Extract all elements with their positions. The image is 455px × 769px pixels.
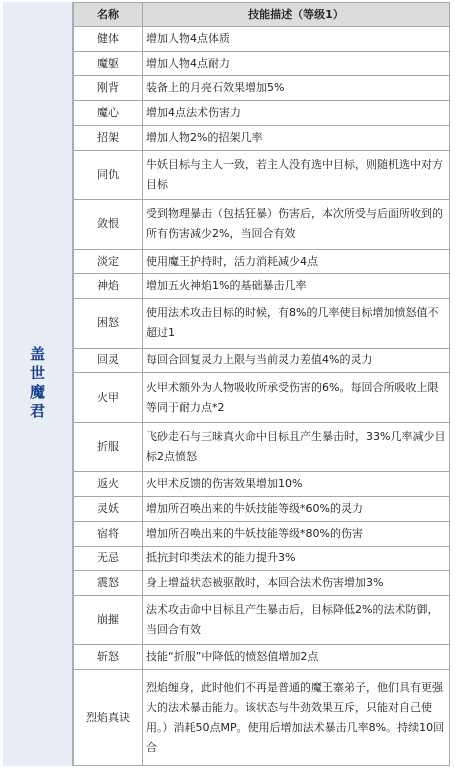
header-name: 名称 (74, 3, 143, 27)
skill-description: 增加所召唤出来的牛妖技能等级*80%的伤害 (143, 521, 450, 546)
skill-name: 魔心 (74, 101, 143, 126)
skill-name: 敛恨 (74, 200, 143, 249)
table-row (74, 27, 450, 52)
skill-name: 斩怒 (74, 645, 143, 670)
table-row (74, 76, 450, 101)
table-row (74, 422, 450, 471)
skill-description: 增加4点法术伤害力 (143, 101, 450, 126)
skill-description: 飞砂走石与三昧真火命中目标且产生暴击时，33%几率减少目标2点愤怒 (143, 422, 450, 471)
skill-name: 神焰 (74, 274, 143, 299)
skill-name: 健体 (74, 27, 143, 52)
skill-description: 装备上的月亮石效果增加5% (143, 76, 450, 101)
skill-description: 增加人物4点耐力 (143, 51, 450, 76)
skills-table (73, 2, 450, 766)
table-row (74, 299, 450, 348)
table-row (74, 101, 450, 126)
skill-description: 增加所召唤出来的牛妖技能等级*60%的灵力 (143, 497, 450, 522)
skill-description: 身上增益状态被驱散时，本回合法术伤害增加3% (143, 571, 450, 596)
skill-description: 火甲术反馈的伤害效果增加10% (143, 472, 450, 497)
table-row (74, 595, 450, 644)
header-description: 技能描述（等级1） (143, 3, 450, 27)
skill-description: 增加五火神焰1%的基础暴击几率 (143, 274, 450, 299)
table-row (74, 571, 450, 596)
skill-description: 烈焰缠身，此时他们不再是普通的魔王寨弟子，他们具有更强大的法术暴击能力。该状态与牛劲效果互斥，只能对自己使用。）消耗50点MP。使用后增加法术暴击几率8%。持续10回合 (143, 670, 450, 766)
table-row (74, 373, 450, 422)
table-row (74, 200, 450, 249)
skill-description: 使用魔王护持时，活力消耗减少4点 (143, 249, 450, 274)
skill-description: 火甲术额外为人物吸收所承受伤害的6%。每回合所吸收上限等同于耐力点*2 (143, 373, 450, 422)
skill-name: 淡定 (74, 249, 143, 274)
skill-description: 受到物理暴击（包括狂暴）伤害后，本次所受与后面所收到的所有伤害减少2%，当回合有效 (143, 200, 450, 249)
table-row (74, 521, 450, 546)
skill-name: 灵妖 (74, 497, 143, 522)
school-title: 盖世魔君 (28, 346, 46, 422)
skill-name: 火甲 (74, 373, 143, 422)
skill-name: 无忌 (74, 546, 143, 571)
skill-name: 烈焰真诀 (74, 670, 143, 766)
school-sidebar (3, 2, 73, 766)
skill-description: 牛妖目标与主人一致，若主人没有选中目标，则随机选中对方目标 (143, 150, 450, 199)
skill-description: 法术攻击命中目标且产生暴击后，目标降低2%的法术防御，当回合有效 (143, 595, 450, 644)
skill-name: 困怒 (74, 299, 143, 348)
table-row (74, 274, 450, 299)
table-row (74, 472, 450, 497)
skill-description: 使用法术攻击目标的时候，有8%的几率使目标增加愤怒值不超过1 (143, 299, 450, 348)
skill-name: 折服 (74, 422, 143, 471)
skill-name: 刚背 (74, 76, 143, 101)
skill-name: 魔躯 (74, 51, 143, 76)
skill-description: 抵抗封印类法术的能力提升3% (143, 546, 450, 571)
skill-name: 宿将 (74, 521, 143, 546)
skill-name: 同仇 (74, 150, 143, 199)
skill-name: 返火 (74, 472, 143, 497)
skills-table-body (74, 27, 450, 766)
table-row (74, 150, 450, 199)
skill-name: 震怒 (74, 571, 143, 596)
table-header-row (74, 3, 450, 27)
skill-name: 招架 (74, 125, 143, 150)
skill-name: 崩摧 (74, 595, 143, 644)
table-row (74, 125, 450, 150)
table-row (74, 348, 450, 373)
table-row (74, 249, 450, 274)
skill-description: 增加人物4点体质 (143, 27, 450, 52)
skill-description: 每回合回复灵力上限与当前灵力差值4%的灵力 (143, 348, 450, 373)
skill-name: 回灵 (74, 348, 143, 373)
table-row (74, 51, 450, 76)
table-row (74, 670, 450, 766)
table-row (74, 645, 450, 670)
skill-description: 技能“折服”中降低的愤怒值增加2点 (143, 645, 450, 670)
table-row (74, 546, 450, 571)
table-row (74, 497, 450, 522)
skill-description: 增加人物2%的招架几率 (143, 125, 450, 150)
